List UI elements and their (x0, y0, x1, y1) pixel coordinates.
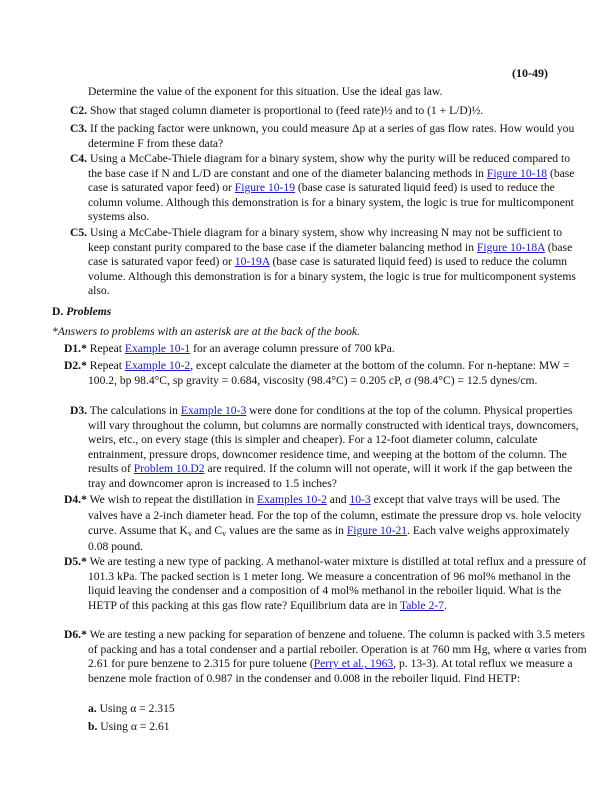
figure-10-19-link[interactable]: Figure 10-19 (234, 181, 296, 195)
problem-label: D2.* (64, 359, 87, 372)
part-text: Using α = 2.315 (96, 702, 175, 715)
figure-10-21-link[interactable]: Figure 10-21 (346, 524, 408, 538)
problem-text: , p. 13-3). At total reflux we measure a benzene mole fraction of 0.987 in the condenser and 0.008 in the reboiler liquid. Find HETP: (88, 657, 573, 685)
problem-text: Repeat (86, 359, 125, 372)
question-c3 (70, 122, 578, 151)
part-label: a. (88, 702, 97, 715)
part-label: b. (88, 720, 98, 733)
question-c4 (70, 152, 580, 225)
problem-text: Repeat (86, 342, 125, 355)
figure-10-19a-link[interactable]: 10-19A (234, 255, 270, 269)
problem-text: values are the same as in (226, 524, 347, 538)
problem-d6-part-b (88, 720, 170, 735)
equation-number: (10-49) (512, 66, 548, 80)
problem-text: for an average column pressure of 700 kPa. (190, 342, 395, 355)
example-10-2-link[interactable]: Example 10-2 (124, 359, 191, 372)
problem-label: D6.* (64, 628, 87, 641)
problem-d1 (64, 342, 564, 357)
examples-10-2-link[interactable]: Examples 10-2 (257, 493, 327, 506)
question-text: If the packing factor were unknown, you could measure Δp at a series of gas flow rates. How would you determine F from these data? (88, 122, 575, 150)
problem-label: D1.* (64, 342, 87, 355)
problem-d4 (64, 492, 590, 554)
problem-label: D4.* (64, 493, 87, 506)
part-text: Using α = 2.61 (97, 720, 170, 733)
section-heading (52, 305, 111, 318)
problem-text: We are testing a new packing for separation of benzene and toluene. The column is packed with 3.5 meters of packing and has a total condenser and a partial reboiler. Operation is at 760 mm Hg, where α varies from 2.61 for pure benzene to 2.315 for pure toluene ( (86, 628, 587, 671)
problem-d6 (64, 628, 590, 686)
question-label: C5. (70, 226, 88, 239)
figure-10-18-link[interactable]: Figure 10-18 (486, 166, 548, 180)
problem-text: are required. If the column will not operate, will it work if the gap between the tray and downcomer apron is increased to 1.5 inches? (88, 462, 573, 490)
problem-label: D5.* (64, 555, 87, 568)
problem-d5 (64, 555, 590, 613)
question-label: C2. (70, 104, 88, 117)
example-10-3-link[interactable]: 10-3 (349, 493, 371, 506)
problem-text: and C (191, 524, 223, 538)
section-title: Problems (66, 305, 112, 318)
problem-d6-part-a (88, 702, 175, 717)
question-text: (base case is saturated liquid feed) is used to reduce the column volume. Although this demonstration is for a binary system, the logic is true for multicomponent systems also. (88, 255, 576, 298)
problem-text: . Each valve weighs approximately 0.08 pound. (88, 524, 570, 553)
question-text: (base case is saturated vapor feed) or (88, 240, 573, 269)
subscript: v (222, 529, 227, 539)
question-label: C4. (70, 152, 88, 165)
question-label: C3. (70, 122, 88, 135)
problem-text: The calculations in (87, 404, 181, 417)
perry-1963-link[interactable]: Perry et al., 1963 (313, 657, 394, 671)
problem-text: . (443, 598, 447, 612)
problem-text: and (326, 493, 350, 506)
problem-d3 (70, 404, 584, 492)
problem-text: , except calculate the diameter at the bottom of the column. For n-heptane: MW = 100.2, bp 98.4°C, sp gravity = 0.684, viscosity (98.4°C) = 0.205 cP, σ (98.4°C) = 12.5 dynes/cm. (88, 359, 570, 387)
figure-10-18a-link[interactable]: Figure 10-18A (476, 240, 545, 254)
problem-text: We are testing a new type of packing. A methanol-water mixture is distilled at total reflux and a pressure of 101.3 kPa. The packed section is 1 meter long. We measure a concentration of 96 mol% methanol in the liquid leaving the condenser and a composition of 4 mol% methanol in the reboiler liquid. What is the HETP of this packing at this gas flow rate? Equilibrium data are in (86, 555, 587, 612)
asterisk-note: *Answers to problems with an asterisk are at the back of the book. (52, 325, 360, 338)
problem-text: We wish to repeat the distillation in (86, 493, 258, 506)
problem-d2 (64, 359, 588, 388)
c1-continuation: Determine the value of the exponent for this situation. Use the ideal gas law. (88, 85, 443, 98)
problem-label: D3. (70, 404, 88, 417)
problem-text: were done for conditions at the top of the column. Physical properties will vary throughout the column, but columns are normally constructed with identical trays, downcomers, weirs, etc., on every stage (this is simpler and cheaper). For a 12-foot diameter column, calculate entrainment, pressure drops, downcomer residence time, and weeping at the bottom of the column. The results of (88, 404, 579, 476)
subscript: v (187, 529, 192, 539)
question-c2 (70, 104, 560, 119)
question-text: (base case is saturated vapor feed) or (88, 166, 575, 195)
question-text: (base case is saturated liquid feed) is used to reduce the column volume. Although this demonstration is for a binary system, the logic is true for multicomponent systems also. (88, 181, 574, 224)
question-text: Show that staged column diameter is proportional to (feed rate)½ and to (1 + L/D)½. (89, 104, 484, 117)
question-text: Using a McCabe-Thiele diagram for a binary system, show why the purity will be reduced compared to the base case if N and L/D are constant and one of the diameter balancing methods in (88, 152, 571, 180)
section-letter: D. (52, 305, 64, 318)
problem-10-d2-link[interactable]: Problem 10.D2 (133, 462, 205, 476)
example-10-3-link[interactable]: Example 10-3 (180, 404, 247, 417)
question-c5 (70, 226, 580, 299)
table-2-7-link[interactable]: Table 2-7 (400, 598, 444, 612)
question-text: Using a McCabe-Thiele diagram for a binary system, show why increasing N may not be sufficient to keep constant purity compared to the base case if the diameter balancing method in (88, 226, 563, 254)
problem-text: except that valve trays will be used. The valves have a 2-inch diameter head. For the top of the column, estimate the pressure drop vs. hole velocity curve. Assume that K (88, 493, 582, 538)
example-10-1-link[interactable]: Example 10-1 (124, 342, 191, 355)
